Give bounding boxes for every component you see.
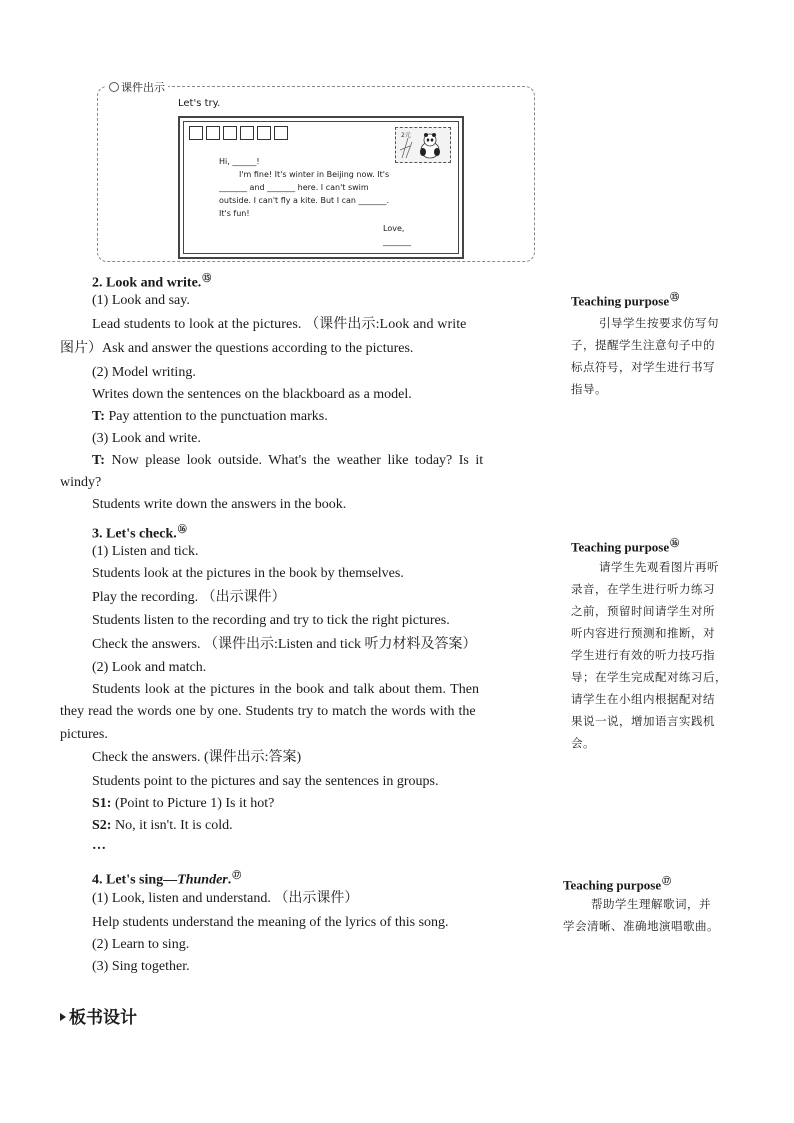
s2-line-4: (2) Model writing. [92, 365, 196, 380]
s3-line-10: Check the answers. (课件出示:答案) [92, 750, 302, 765]
s2-line-9: windy? [60, 475, 102, 490]
postcard-greeting: Hi, ______! [219, 157, 260, 166]
s2-line-1: (1) Look and say. [92, 293, 190, 308]
postcard-line-3: outside. I can't fly a kite. But I can _______. [219, 196, 390, 205]
s3-line-7: Students look at the pictures in the book and talk about them. Then [92, 682, 479, 697]
stamp-value: 2元 [401, 132, 411, 139]
s3-line-13: S2: No, it isn't. It is cold. [92, 818, 233, 833]
panda-stamp [395, 127, 451, 163]
postcard-line-4: It's fun! [219, 209, 250, 218]
postcard-line-1: I'm fine! It's winter in Beijing now. It's [239, 170, 390, 179]
s2-line-6: T: Pay attention to the punctuation marks. [92, 409, 328, 424]
s3-line-8: they read the words one by one. Students try to match the words with the [60, 704, 476, 719]
s4-line-1: (1) Look, listen and understand. （出示课件） [92, 891, 359, 906]
s3-line-11: Students point to the pictures and say the sentences in groups. [92, 774, 439, 789]
s2-line-5: Writes down the sentences on the blackboard as a model. [92, 387, 412, 402]
postcard-signature: _______ [383, 237, 411, 246]
teaching-purpose-note-3: Teaching purpose⑰ 帮助学生理解歌词，并 学会清晰、准确地演唱歌曲。 [563, 876, 719, 934]
triangle-bullet-icon [60, 1013, 66, 1021]
section-2-title: 2. Look and write.⑮ [92, 273, 212, 291]
section-3-title: 3. Let's check.⑯ [92, 524, 187, 542]
s3-line-9: pictures. [60, 727, 108, 742]
s2-line-8: T: Now please look outside. What's the weather like today? Is it [92, 453, 484, 468]
s3-line-5: Check the answers. （课件出示:Listen and tick 听力材料及答案） [92, 637, 477, 652]
postcard-line-2: _______ and _______ here. I can't swim [219, 183, 369, 192]
section-4-title: 4. Let's sing—Thunder.⑰ [92, 870, 242, 888]
s4-line-3: (2) Learn to sing. [92, 937, 190, 952]
s2-line-10: Students write down the answers in the book. [92, 497, 347, 512]
teaching-purpose-note-1: Teaching purpose⑮ 引导学生按要求仿写句 子，提醒学生注意句子中的 标点符号，对学生进行书写 指导。 [571, 292, 719, 397]
postcard-closing: Love, [383, 224, 405, 233]
s3-line-12: S1: (Point to Picture 1) Is it hot? [92, 796, 275, 811]
courseware-icon [109, 82, 119, 92]
s2-line-3: 图片）Ask and answer the questions according to the pictures. [60, 341, 414, 356]
s2-line-7: (3) Look and write. [92, 431, 201, 446]
s3-line-4: Students listen to the recording and try to tick the right pictures. [92, 613, 450, 628]
s3-line-6: (2) Look and match. [92, 660, 207, 675]
s4-line-2: Help students understand the meaning of the lyrics of this song. [92, 915, 449, 930]
s3-ellipsis: … [92, 838, 106, 853]
teaching-purpose-note-2: Teaching purpose⑯ 请学生先观看图片再听 录音，在学生进行听力练习 之前，预留时间请学生对所 听内容进行预测和推断，对 学生进行有效的听力技巧指 导；在学生完成配对练习后， 请学生在小组内根据配对结 果说一说，增加语言实践机 会。 [571, 538, 727, 751]
s3-line-2: Students look at the pictures in the book by themselves. [92, 566, 404, 581]
courseware-label: 课件出示 [106, 79, 168, 95]
s3-line-3: Play the recording. （出示课件） [92, 590, 286, 605]
s2-line-2: Lead students to look at the pictures. （课件出示:Look and write [92, 317, 467, 332]
s4-line-4: (3) Sing together. [92, 959, 190, 974]
board-design-heading: 板书设计 [60, 1003, 137, 1028]
s3-line-1: (1) Listen and tick. [92, 544, 199, 559]
lets-try-label: Let's try. [178, 98, 221, 109]
zip-code-boxes [189, 126, 288, 140]
